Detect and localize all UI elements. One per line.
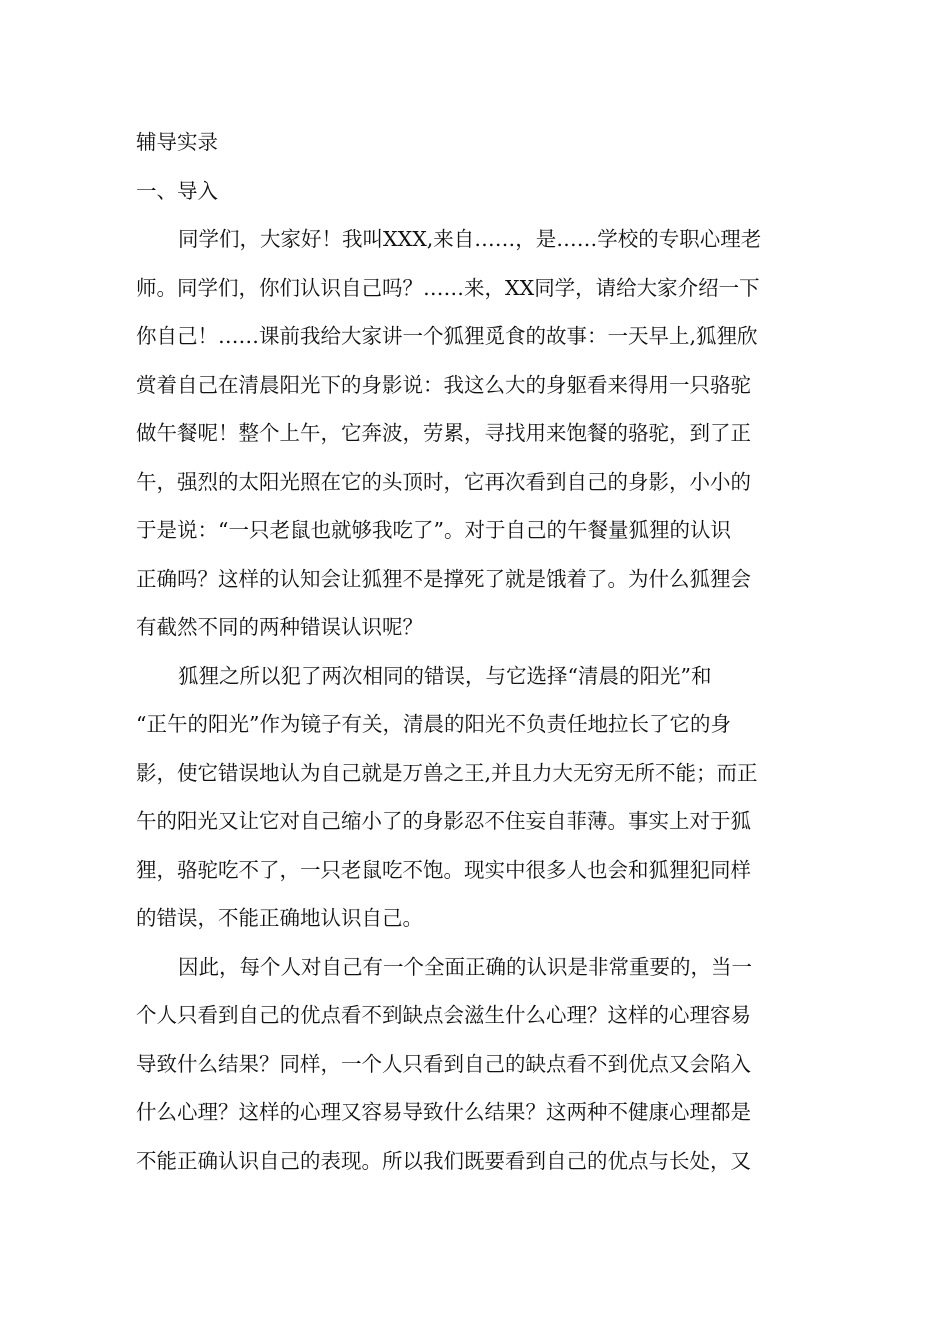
paragraph-3 [136, 943, 820, 1186]
paragraph-line: 同学们，大家好！我叫XXX,来自……，是……学校的专职心理老 [178, 227, 762, 251]
paragraph-line: 导致什么结果？同样，一个人只看到自己的缺点看不到优点又会陷入 [136, 1051, 751, 1076]
paragraph-line: 师。同学们，你们认识自己吗？……来，XX同学，请给大家介绍一下 [136, 275, 760, 300]
document-body [136, 118, 820, 1185]
paragraph-1 [136, 215, 820, 652]
section-heading: 一、导入 [136, 178, 218, 203]
paragraph-line: 正确吗？这样的认知会让狐狸不是撑死了就是饿着了。为什么狐狸会 [136, 566, 751, 591]
paragraph-line: 什么心理？这样的心理又容易导致什么结果？这两种不健康心理都是 [136, 1100, 751, 1124]
paragraph-line: 的错误，不能正确地认识自己。 [136, 906, 423, 930]
paragraph-2 [136, 652, 820, 943]
paragraph-line: 影，使它错误地认为自己就是万兽之王,并且力大无穷无所不能；而正 [136, 760, 758, 785]
paragraph-line: 有截然不同的两种错误认识呢？ [136, 615, 423, 639]
document-title: 辅导实录 [136, 130, 218, 154]
paragraph-line: 做午餐呢！整个上午，它奔波，劳累，寻找用来饱餐的骆驼，到了正 [136, 421, 751, 445]
paragraph-line: 于是说：“一只老鼠也就够我吃了”。对于自己的午餐量狐狸的认识 [136, 518, 731, 542]
paragraph-line: 个人只看到自己的优点看不到缺点会滋生什么心理？这样的心理容易 [136, 1003, 751, 1027]
paragraph-line: “正午的阳光”作为镜子有关，清晨的阳光不负责任地拉长了它的身 [136, 712, 731, 736]
paragraph-line: 因此，每个人对自己有一个全面正确的认识是非常重要的，当一 [178, 954, 752, 979]
paragraph-line: 你自己！……课前我给大家讲一个狐狸觅食的故事：一天早上,狐狸欣 [136, 324, 758, 348]
paragraph-line: 赏着自己在清晨阳光下的身影说：我这么大的身躯看来得用一只骆驼 [136, 372, 751, 397]
paragraph-line: 狐狸之所以犯了两次相同的错误，与它选择“清晨的阳光”和 [178, 663, 712, 688]
paragraph-line: 午的阳光又让它对自己缩小了的身影忍不住妄自菲薄。事实上对于狐 [136, 809, 751, 833]
paragraph-line: 不能正确认识自己的表现。所以我们既要看到自己的优点与长处，又 [136, 1148, 751, 1173]
paragraph-line: 午，强烈的太阳光照在它的头顶时，它再次看到自己的身影，小小的 [136, 469, 751, 494]
paragraph-line: 狸，骆驼吃不了，一只老鼠吃不饱。现实中很多人也会和狐狸犯同样 [136, 857, 751, 882]
